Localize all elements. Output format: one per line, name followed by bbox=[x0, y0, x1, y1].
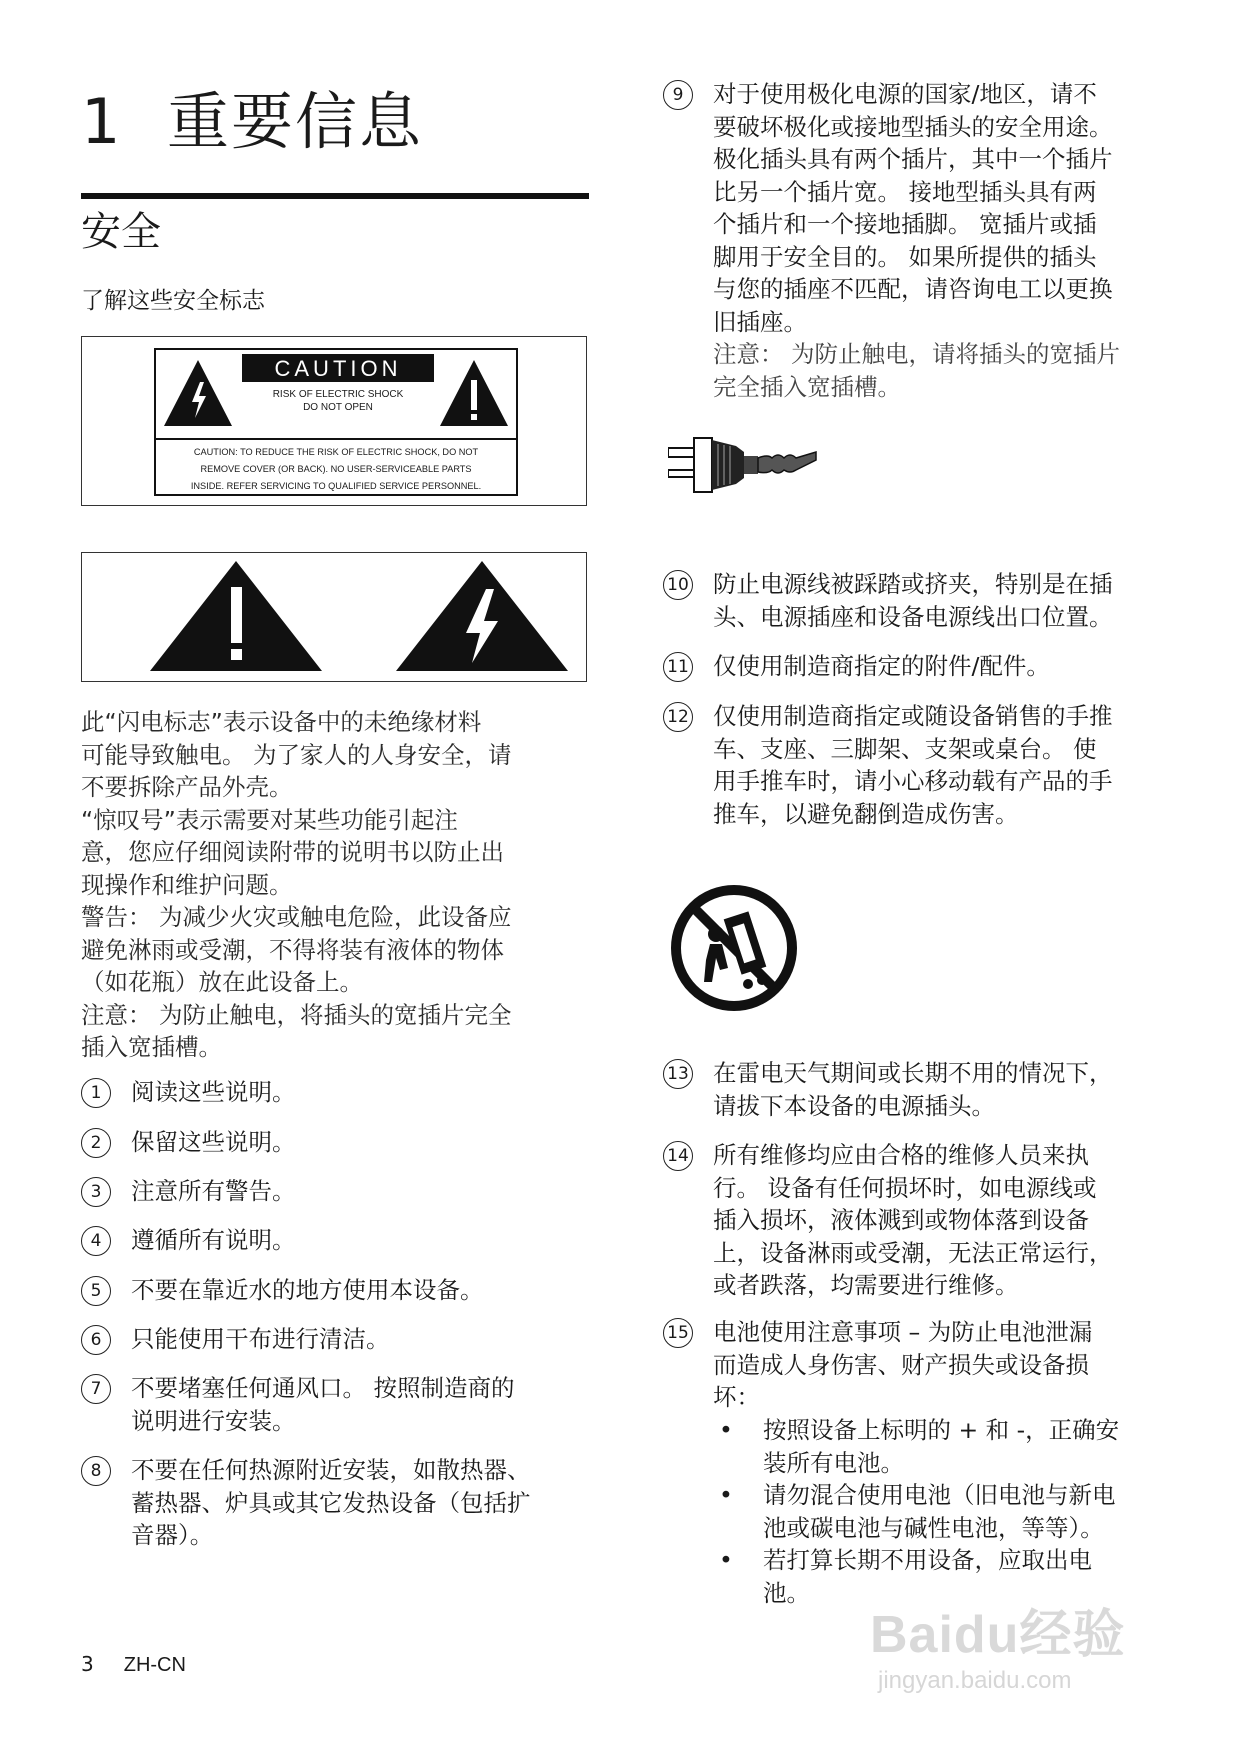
item-line: 仅使用制造商指定或随设备销售的手推 bbox=[713, 702, 1113, 730]
item-line: 行。 设备有任何损坏时，如电源线或 bbox=[713, 1173, 1097, 1202]
bullet-line: 请勿混合使用电池（旧电池与新电 bbox=[763, 1481, 1116, 1509]
item-line: 与您的插座不匹配，请咨询电工以更换 bbox=[713, 275, 1113, 303]
para-line: 注意： 为防止触电，将插头的宽插片完全 bbox=[81, 1000, 512, 1029]
item-line: 对于使用极化电源的国家/地区，请不 bbox=[713, 80, 1097, 108]
item-line: 不要在靠近水的地方使用本设备。 bbox=[131, 1276, 484, 1304]
lightning-triangle-icon bbox=[394, 559, 570, 673]
caution-line-2: REMOVE COVER (OR BACK). NO USER-SERVICEABLE PARTS bbox=[200, 464, 472, 474]
para-line: 意，您应仔细阅读附带的说明书以防止出 bbox=[81, 838, 504, 866]
item-line: 音器）。 bbox=[131, 1521, 214, 1549]
bullet-line: 池。 bbox=[763, 1578, 810, 1607]
item-line: 极化插头具有两个插片，其中一个插片 bbox=[713, 145, 1113, 173]
lightning-triangle-icon bbox=[162, 358, 234, 428]
item-line: 不要在任何热源附近安装，如散热器、 bbox=[131, 1456, 531, 1484]
item-line: 说明进行安装。 bbox=[131, 1406, 296, 1435]
item-number: 3 bbox=[81, 1177, 111, 1207]
para-line: 可能导致触电。 为了家人的人身安全，请 bbox=[81, 740, 512, 769]
item-note-line: 完全插入宽插槽。 bbox=[713, 372, 901, 401]
bullet-item bbox=[713, 1414, 1183, 1479]
item-number: 15 bbox=[663, 1318, 693, 1348]
item-number: 11 bbox=[663, 652, 693, 682]
item-number: 4 bbox=[81, 1226, 111, 1256]
bullet-line: 若打算长期不用设备，应取出电 bbox=[763, 1546, 1092, 1574]
symbol-explanation bbox=[81, 706, 591, 1064]
para-line: 不要拆除产品外壳。 bbox=[81, 773, 293, 801]
intro-text: 了解这些安全标志 bbox=[81, 288, 265, 314]
bullet-dot: • bbox=[719, 1546, 733, 1574]
item-note-line: 注意： 为防止触电，请将插头的宽插片 bbox=[713, 340, 1120, 368]
section-rule bbox=[81, 193, 589, 199]
para-line: 此“闪电标志”表示设备中的未绝缘材料 bbox=[81, 708, 482, 736]
chapter-number: 1 bbox=[81, 85, 123, 158]
item-line: 坏： bbox=[713, 1383, 760, 1411]
bullet-dot: • bbox=[719, 1481, 733, 1509]
page-number: 3 bbox=[81, 1652, 94, 1676]
item-line: 不要堵塞任何通风口。 按照制造商的 bbox=[131, 1374, 515, 1402]
watermark-url: jingyan.baidu.com bbox=[878, 1667, 1072, 1694]
item-line: 电池使用注意事项 – 为防止电池泄漏 bbox=[713, 1318, 1093, 1346]
bullet-dot: • bbox=[719, 1416, 733, 1444]
risk-line-2: DO NOT OPEN bbox=[303, 402, 373, 413]
bullet-line: 按照设备上标明的 + 和 -，正确安 bbox=[763, 1416, 1120, 1444]
item-line: 或者跌落，均需要进行维修。 bbox=[713, 1271, 1019, 1299]
bullet-item bbox=[713, 1479, 1183, 1544]
item-number: 9 bbox=[663, 80, 693, 110]
item-line: 个插片和一个接地插脚。 宽插片或插 bbox=[713, 210, 1097, 238]
language-code: ZH-CN bbox=[123, 1654, 186, 1676]
caution-word: CAUTION bbox=[242, 354, 434, 382]
cart-tipover-warning-icon bbox=[670, 884, 798, 1012]
safety-symbols-box bbox=[81, 552, 587, 682]
item-line: 旧插座。 bbox=[713, 307, 807, 336]
item-line: 比另一个插片宽。 接地型插头具有两 bbox=[713, 177, 1097, 206]
exclamation-triangle-icon bbox=[148, 559, 324, 673]
caution-instructions bbox=[162, 444, 510, 495]
item-number: 10 bbox=[663, 570, 693, 600]
item-line: 推车，以避免翻倒造成伤害。 bbox=[713, 799, 1019, 828]
item-line: 车、支座、三脚架、支架或桌台。 使 bbox=[713, 734, 1097, 763]
item-line: 用手推车时，请小心移动载有产品的手 bbox=[713, 767, 1113, 795]
item-line: 保留这些说明。 bbox=[131, 1128, 296, 1156]
item-line: 只能使用干布进行清洁。 bbox=[131, 1325, 390, 1353]
item-line: 所有维修均应由合格的维修人员来执 bbox=[713, 1141, 1089, 1169]
caution-label-box bbox=[81, 336, 587, 506]
bullet-line: 装所有电池。 bbox=[763, 1448, 904, 1477]
item-line: 阅读这些说明。 bbox=[131, 1078, 296, 1106]
chapter-title: 重要信息 bbox=[167, 85, 424, 158]
item-line: 防止电源线被踩踏或挤夹，特别是在插 bbox=[713, 570, 1113, 598]
para-line: 插入宽插槽。 bbox=[81, 1033, 222, 1061]
polarized-plug-illustration bbox=[668, 430, 818, 502]
item-line: 而造成人身伤害、财产损失或设备损 bbox=[713, 1350, 1089, 1379]
item-line: 在雷电天气期间或长期不用的情况下， bbox=[713, 1059, 1113, 1087]
risk-line-1: RISK OF ELECTRIC SHOCK bbox=[272, 389, 404, 400]
item-number: 6 bbox=[81, 1325, 111, 1355]
item-line: 遵循所有说明。 bbox=[131, 1226, 296, 1254]
item-number: 7 bbox=[81, 1374, 111, 1404]
caution-label bbox=[154, 348, 518, 496]
caution-line-1: CAUTION: TO REDUCE THE RISK OF ELECTRIC SHOCK, DO NOT bbox=[193, 447, 479, 457]
section-title: 安全 bbox=[81, 209, 161, 255]
item-number: 12 bbox=[663, 702, 693, 732]
item-number: 14 bbox=[663, 1141, 693, 1171]
item-line: 插入损坏，液体溅到或物体落到设备 bbox=[713, 1206, 1089, 1234]
baidu-watermark bbox=[870, 1592, 1125, 1695]
caution-line-3: INSIDE. REFER SERVICING TO QUALIFIED SERVICE PERSONNEL. bbox=[190, 481, 482, 491]
page-footer bbox=[81, 1652, 186, 1677]
item-number: 13 bbox=[663, 1059, 693, 1089]
para-line: 现操作和维护问题。 bbox=[81, 870, 293, 899]
item-line: 上，设备淋雨或受潮，无法正常运行， bbox=[713, 1238, 1113, 1267]
item-number: 1 bbox=[81, 1078, 111, 1108]
battery-bullets bbox=[713, 1414, 1183, 1609]
para-line: “惊叹号”表示需要对某些功能引起注 bbox=[81, 805, 458, 834]
item-number: 2 bbox=[81, 1128, 111, 1158]
item-line: 仅使用制造商指定的附件/配件。 bbox=[713, 652, 1050, 680]
risk-text bbox=[242, 388, 434, 414]
item-number: 5 bbox=[81, 1276, 111, 1306]
item-number: 8 bbox=[81, 1456, 111, 1486]
chapter-heading bbox=[81, 72, 423, 161]
watermark-brand: Baidu经验 bbox=[870, 1606, 1126, 1664]
item-line: 注意所有警告。 bbox=[131, 1177, 296, 1205]
bullet-line: 池或碳电池与碱性电池，等等）。 bbox=[763, 1513, 1104, 1542]
exclamation-triangle-icon bbox=[438, 358, 510, 428]
item-line: 要破坏极化或接地型插头的安全用途。 bbox=[713, 112, 1113, 141]
para-line: 警告： 为减少火灾或触电危险，此设备应 bbox=[81, 903, 512, 931]
item-line: 蓄热器、炉具或其它发热设备（包括扩 bbox=[131, 1488, 531, 1517]
item-line: 头、电源插座和设备电源线出口位置。 bbox=[713, 602, 1113, 631]
item-line: 请拔下本设备的电源插头。 bbox=[713, 1091, 995, 1120]
item-line: 脚用于安全目的。 如果所提供的插头 bbox=[713, 242, 1097, 271]
para-line: 避免淋雨或受潮，不得将装有液体的物体 bbox=[81, 935, 504, 964]
para-line: （如花瓶）放在此设备上。 bbox=[81, 968, 363, 996]
